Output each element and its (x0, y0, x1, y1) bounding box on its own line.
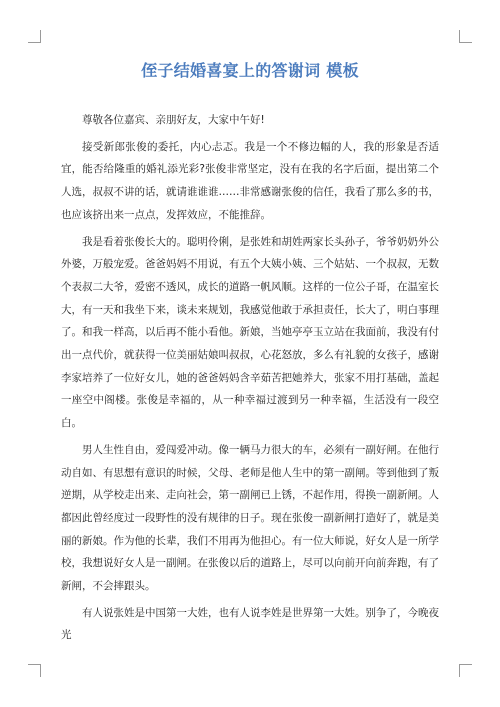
crop-mark-top-right (459, 30, 472, 43)
crop-mark-top-left (28, 30, 41, 43)
greeting-paragraph: 尊敬各位嘉宾、亲朋好友，大家中午好! (82, 114, 265, 126)
body-paragraph: 我是看着张俊长大的。聪明伶俐，是张姓和胡姓两家长头孙子，爷爷奶奶外公外婆，万般宠爱。爸爸妈妈不用说，有五个大姨小姨、三个姑姑、一个叔叔，无数个表叔二大爷，爱密不透风，成长的道路一帆风顺。这样的一位公子哥，在温室长大，有一天和我坐下来，谈未来规划，我感觉他敢于承担责任，长大了，明白事理了。和我一样高，以后再不能小看他。新娘，当她亭亭玉立站在我面前，我没有付出一点代价，就获得一位美丽姑娘叫叔叔，心花怒放，多么有礼貌的女孩子，感谢李家培养了一位好女儿，她的爸爸妈妈含辛茹苦把她养大，张家不用打基础，盖起一座空中阁楼。张俊是幸福的，从一种幸福过渡到另一种幸福，生活没有一段空白。 (61, 235, 439, 430)
body-paragraph: 男人生性自由，爱闯爱冲动。像一辆马力很大的车，必须有一副好闸。在他行动自如、有思想有意识的时候，父母、老师是他人生中的第一副闸。等到他到了叛逆期，从学校走出来、走向社会，第一副闸已上锈，不起作用，得换一副新闸。人都因此曾经度过一段野性的没有规律的日子。现在张俊一副新闸打造好了，就是美丽的新娘。作为他的长辈，我们不用再为他担心。有一位大师说，好女人是一所学校，我想说好女人是一副闸。在张俊以后的道路上，尽可以向前开向前奔跑，有了新闸，不会摔跟头。 (61, 443, 439, 593)
document-title: 侄子结婚喜宴上的答谢词 模板 (141, 61, 359, 80)
crop-mark-bottom-right (459, 664, 472, 677)
body-paragraph: 接受新郎张俊的委托，内心忐忑。我是一个不修边幅的人，我的形象是否适宜，能否给隆重的婚礼添光彩?张俊非常坚定，没有在我的名字后面，提出第二个人选，叔叔不讲的话，就请谁谁谁……非常感谢张俊的信任，我看了那么多的书，也应该挤出来一点点，发挥效应，不能推辞。 (61, 140, 439, 221)
crop-mark-bottom-left (28, 664, 41, 677)
document-body (61, 58, 439, 651)
body-paragraph: 有人说张姓是中国第一大姓，也有人说李姓是世界第一大姓。别争了，今晚夜光 (61, 606, 439, 642)
